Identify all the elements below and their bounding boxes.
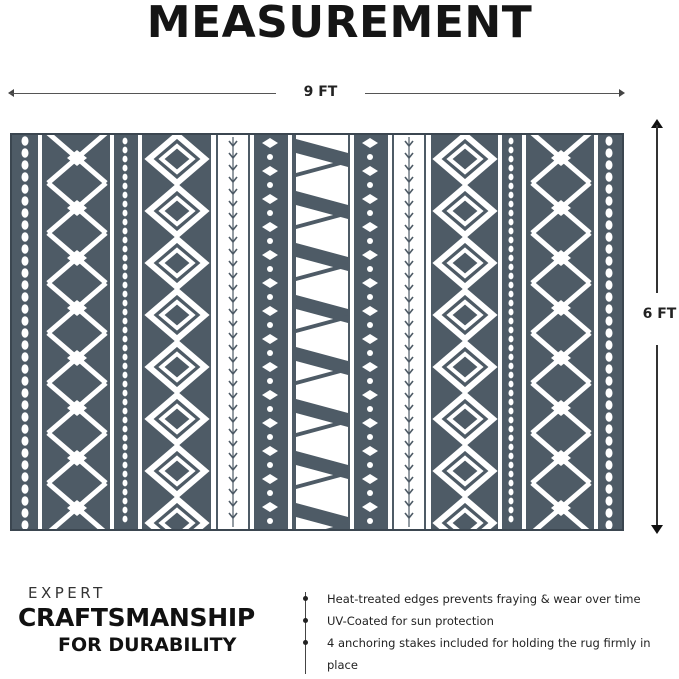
rug-dot <box>606 424 613 433</box>
rug-dot <box>123 174 128 181</box>
rug-dot <box>22 172 29 181</box>
rug-dot <box>267 294 273 300</box>
rug-dot <box>123 516 128 523</box>
rug-dot <box>123 507 128 514</box>
rug-dot <box>22 184 29 193</box>
rug-dot <box>267 518 273 524</box>
rug-dot <box>123 300 128 307</box>
rug-dot <box>509 381 514 388</box>
rug-dot <box>367 350 373 356</box>
rug-dot <box>509 183 514 190</box>
rug-dot <box>606 160 613 169</box>
rug-dot <box>606 448 613 457</box>
rug-dot <box>267 434 273 440</box>
rug-dot <box>22 268 29 277</box>
rug-dot <box>509 345 514 352</box>
bullet-icon <box>303 640 308 645</box>
rug-dot <box>22 148 29 157</box>
rug-dot <box>123 246 128 253</box>
rug-dot <box>123 471 128 478</box>
rug-dot <box>22 352 29 361</box>
rug-dot <box>509 300 514 307</box>
rug-dot <box>606 328 613 337</box>
height-dimension <box>636 119 679 535</box>
rug-dot <box>22 472 29 481</box>
rug-dot <box>509 228 514 235</box>
rug-dot <box>22 304 29 313</box>
rug-dot <box>22 280 29 289</box>
rug-dot <box>509 192 514 199</box>
rug-dot <box>22 328 29 337</box>
rug-dot <box>123 309 128 316</box>
rug-dot <box>606 520 613 529</box>
rug-dot <box>267 266 273 272</box>
rug-dot <box>22 292 29 301</box>
rug-dot <box>123 336 128 343</box>
rug-dot <box>123 282 128 289</box>
rug-dot <box>509 219 514 226</box>
rug-dot <box>606 508 613 517</box>
rug-dot <box>123 399 128 406</box>
rug-dot <box>123 417 128 424</box>
rug-dot <box>22 364 29 373</box>
rug-dot <box>509 408 514 415</box>
rug-dot <box>123 255 128 262</box>
page-title: MEASUREMENT <box>146 0 533 48</box>
rug-dot <box>22 208 29 217</box>
rug-dot <box>606 256 613 265</box>
rug-dot <box>509 309 514 316</box>
rug-dot <box>123 327 128 334</box>
rug-dot <box>123 237 128 244</box>
bullet-icon <box>303 618 308 623</box>
rug-dot <box>606 148 613 157</box>
rug-dot <box>22 436 29 445</box>
rug-dot <box>123 462 128 469</box>
rug-dot <box>606 304 613 313</box>
rug-dot <box>606 244 613 253</box>
rug-dot <box>123 444 128 451</box>
rug-pattern-image <box>10 133 624 531</box>
rug-dot <box>123 201 128 208</box>
rug-dot <box>606 364 613 373</box>
rug-dot <box>509 273 514 280</box>
rug-dot <box>367 294 373 300</box>
rug-dot <box>509 480 514 487</box>
rug-dot <box>123 228 128 235</box>
rug-dot <box>606 484 613 493</box>
rug-dot <box>22 508 29 517</box>
rug-dot <box>22 340 29 349</box>
rug-stripe <box>288 135 292 529</box>
rug-dot <box>367 518 373 524</box>
rug-dot <box>606 388 613 397</box>
rug-dot <box>606 184 613 193</box>
rug-dot <box>509 318 514 325</box>
rug-dot <box>267 350 273 356</box>
rug-dot <box>606 268 613 277</box>
rug-stripe <box>250 135 254 529</box>
rug-dot <box>123 408 128 415</box>
rug-stripe <box>211 135 216 529</box>
rug-dot <box>22 256 29 265</box>
rug-dot <box>606 460 613 469</box>
rug-dot <box>367 210 373 216</box>
rug-dot <box>123 435 128 442</box>
rug-dot <box>509 399 514 406</box>
rug-stripe <box>594 135 598 529</box>
rug-dot <box>123 273 128 280</box>
rug-dot <box>367 154 373 160</box>
rug-dot <box>123 210 128 217</box>
rug-dot <box>123 345 128 352</box>
rug-dot <box>509 426 514 433</box>
rug-dot <box>123 192 128 199</box>
rug-dot <box>123 318 128 325</box>
bullet-icon <box>303 596 308 601</box>
rug-dot <box>22 160 29 169</box>
rug-dot <box>123 183 128 190</box>
rug-dot <box>509 156 514 163</box>
headline-text: CRAFTSMANSHIP <box>18 603 255 632</box>
eyebrow-text: EXPERT <box>28 584 106 602</box>
rug-dot <box>509 147 514 154</box>
rug-dot <box>267 490 273 496</box>
rug-dot <box>509 390 514 397</box>
feature-text: 4 anchoring stakes included for holding the rug firmly in place <box>327 636 651 672</box>
rug-dot <box>509 471 514 478</box>
rug-dot <box>22 376 29 385</box>
rug-dot <box>123 147 128 154</box>
rug-dot <box>123 372 128 379</box>
rug-dot <box>509 255 514 262</box>
height-label: 6 FT <box>642 306 677 322</box>
rug-dot <box>509 444 514 451</box>
rug-dot <box>22 400 29 409</box>
rug-dot <box>22 412 29 421</box>
rug-dot <box>509 417 514 424</box>
feature-item <box>300 610 679 632</box>
rug-dot <box>123 498 128 505</box>
rug-dot <box>509 489 514 496</box>
rug-dot <box>123 489 128 496</box>
rug-dot <box>22 484 29 493</box>
rug-dot <box>267 378 273 384</box>
rug-dot <box>509 174 514 181</box>
width-dimension <box>10 83 624 103</box>
arrow-down-icon <box>651 525 663 534</box>
rug-dot <box>509 264 514 271</box>
rug-dot <box>367 238 373 244</box>
rug-dot <box>123 156 128 163</box>
rug-dot <box>267 154 273 160</box>
rug-dot <box>123 453 128 460</box>
rug-dot <box>509 462 514 469</box>
rug-dot <box>509 498 514 505</box>
feature-text: UV-Coated for sun protection <box>327 614 494 628</box>
rug-dot <box>606 220 613 229</box>
craftsmanship-block <box>18 583 288 657</box>
rug-dot <box>509 237 514 244</box>
rug-dot <box>606 472 613 481</box>
rug-stripe <box>388 135 392 529</box>
rug-dot <box>509 201 514 208</box>
rug-dot <box>606 400 613 409</box>
rug-dot <box>509 138 514 145</box>
rug-dot <box>606 376 613 385</box>
width-label: 9 FT <box>303 84 338 100</box>
dimension-line <box>365 93 623 94</box>
rug-dot <box>22 520 29 529</box>
rug-stripe <box>138 135 142 529</box>
rug-dot <box>509 282 514 289</box>
rug-dot <box>267 182 273 188</box>
rug-stripe <box>110 135 114 529</box>
rug-dot <box>123 363 128 370</box>
rug-dot <box>123 219 128 226</box>
rug-dot <box>123 291 128 298</box>
dimension-line <box>656 345 658 527</box>
rug-dot <box>123 390 128 397</box>
rug-dot <box>367 434 373 440</box>
rug-dot <box>509 246 514 253</box>
rug-dot <box>367 406 373 412</box>
rug-dot <box>606 172 613 181</box>
rug-dot <box>606 280 613 289</box>
rug-stripe <box>350 135 354 529</box>
rug-stripe <box>426 135 431 529</box>
feature-item <box>300 588 679 610</box>
rug-dot <box>606 208 613 217</box>
rug-dot <box>509 516 514 523</box>
rug-dot <box>123 426 128 433</box>
rug-dot <box>267 406 273 412</box>
rug-dot <box>123 138 128 145</box>
rug-dot <box>606 436 613 445</box>
dimension-line <box>656 125 658 293</box>
rug-dot <box>22 136 29 145</box>
rug-dot <box>509 291 514 298</box>
rug-dot <box>509 363 514 370</box>
rug-dot <box>606 496 613 505</box>
feature-item <box>300 632 679 676</box>
feature-list <box>300 588 679 676</box>
rug-dot <box>22 244 29 253</box>
rug-dot <box>123 381 128 388</box>
rug-dot <box>367 462 373 468</box>
rug-dot <box>606 412 613 421</box>
rug-dot <box>267 238 273 244</box>
rug-dot <box>606 340 613 349</box>
rug-dot <box>22 388 29 397</box>
rug-dot <box>606 136 613 145</box>
rug-dot <box>267 210 273 216</box>
rug-dot <box>509 165 514 172</box>
rug-dot <box>123 264 128 271</box>
rug-dot <box>509 210 514 217</box>
rug-dot <box>123 480 128 487</box>
rug-stripe <box>498 135 502 529</box>
rug-dot <box>606 352 613 361</box>
rug-dot <box>606 292 613 301</box>
rug-dot <box>509 336 514 343</box>
rug-dot <box>606 316 613 325</box>
rug-dot <box>367 490 373 496</box>
feature-text: Heat-treated edges prevents fraying & wear over time <box>327 592 641 606</box>
rug-dot <box>367 378 373 384</box>
rug-dot <box>367 266 373 272</box>
rug-dot <box>509 354 514 361</box>
rug-dot <box>22 424 29 433</box>
rug-dot <box>267 462 273 468</box>
rug-dot <box>123 354 128 361</box>
rug-dot <box>606 232 613 241</box>
rug-stripe <box>38 135 42 529</box>
rug-dot <box>22 496 29 505</box>
rug-dot <box>509 372 514 379</box>
subline-text: FOR DURABILITY <box>58 634 237 656</box>
rug-dot <box>267 322 273 328</box>
rug-dot <box>22 232 29 241</box>
rug-dot <box>22 448 29 457</box>
rug-dot <box>509 507 514 514</box>
arrow-right-icon <box>619 89 625 97</box>
rug-dot <box>509 327 514 334</box>
rug-dot <box>123 165 128 172</box>
rug-dot <box>22 316 29 325</box>
rug-dot <box>509 435 514 442</box>
rug-dot <box>606 196 613 205</box>
rug-dot <box>367 322 373 328</box>
dimension-line <box>10 93 276 94</box>
rug-stripe <box>522 135 526 529</box>
rug-dot <box>509 453 514 460</box>
rug-dot <box>367 182 373 188</box>
rug-dot <box>22 220 29 229</box>
rug-dot <box>22 460 29 469</box>
rug-dot <box>22 196 29 205</box>
